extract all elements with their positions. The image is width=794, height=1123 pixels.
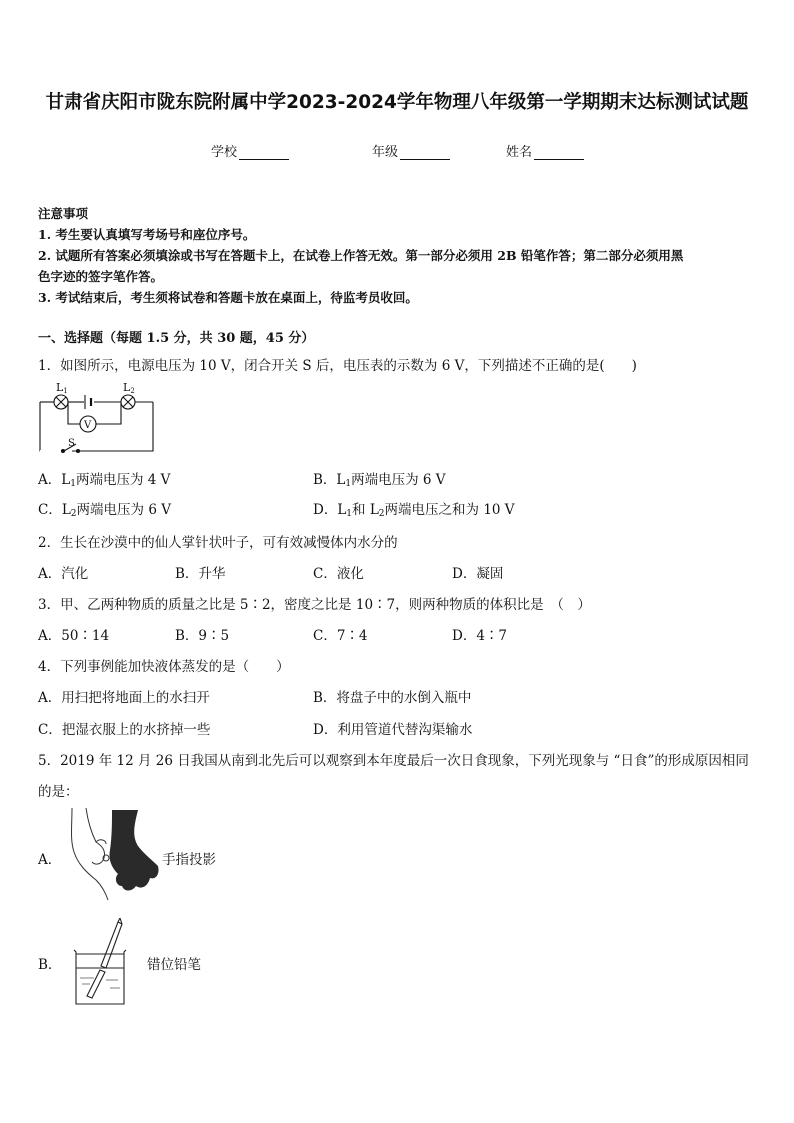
q2-option-b[interactable]: B．升华 — [175, 566, 226, 582]
grade-label: 年级 — [372, 145, 399, 160]
q4-option-c[interactable]: C．把湿衣服上的水挤掉一些 — [38, 722, 211, 738]
name-label: 姓名 — [506, 145, 533, 160]
notes-block — [38, 203, 758, 308]
circuit-switch-label: S — [68, 438, 75, 449]
name-blank[interactable] — [534, 145, 584, 160]
note-item: 3. 考试结束后，考生须将试卷和答题卡放在桌面上，待监考员收回。 — [38, 290, 418, 305]
circuit-l1-label: L1 — [56, 381, 68, 395]
notes-heading: 注意事项 — [38, 206, 89, 221]
q4-option-a[interactable]: A．用扫把将地面上的水扫开 — [38, 690, 210, 706]
q5-option-a-letter[interactable]: A． — [38, 852, 62, 868]
q1-option-d[interactable]: D．$L_1$和 $L_2$两端电压之和为 10 V — [313, 502, 515, 519]
q5-option-a-label: 手指投影 — [162, 852, 216, 868]
q2-option-c[interactable]: C．液化 — [313, 566, 364, 582]
q1-option-c[interactable]: C．$L_2$两端电压为 6 V — [38, 502, 171, 519]
grade-field[interactable] — [372, 141, 450, 160]
q3-option-d[interactable]: D．4∶7 — [452, 628, 508, 644]
q5-option-b-label: 错位铅笔 — [147, 957, 201, 973]
circuit-diagram — [36, 380, 158, 454]
question-2-stem: 2．生长在沙漠中的仙人掌针状叶子，可有效减慢体内水分的 — [38, 535, 398, 551]
circuit-l2-label: L2 — [123, 381, 135, 395]
bent-pencil-image — [70, 918, 136, 1010]
exam-title: 甘肃省庆阳市陇东院附属中学2023-2024学年物理八年级第一学期期末达标测试试题 — [45, 92, 749, 113]
q1-option-a[interactable]: A．$L_1$两端电压为 4 V — [38, 472, 171, 489]
q1-option-b[interactable]: B．$L_1$两端电压为 6 V — [313, 472, 446, 489]
school-field[interactable] — [211, 141, 289, 160]
student-info-fields — [0, 141, 794, 161]
circuit-voltmeter-label: V — [84, 420, 92, 431]
school-blank[interactable] — [239, 145, 289, 160]
q5-option-b-letter[interactable]: B． — [38, 957, 62, 973]
q2-option-a[interactable]: A．汽化 — [38, 566, 89, 582]
question-5-stem-cont: 的是： — [38, 784, 79, 800]
q3-option-a[interactable]: A．50∶14 — [38, 628, 110, 644]
question-1-stem: 1．如图所示，电源电压为 10 V，闭合开关 S 后，电压表的示数为 6 V，下列描述不正确的是( ) — [38, 358, 637, 374]
q4-option-b[interactable]: B．将盘子中的水倒入瓶中 — [313, 690, 472, 706]
finger-shadow-image — [66, 806, 162, 902]
question-5-stem: 5．2019 年 12 月 26 日我国从南到北先后可以观察到本年度最后一次日食现象，下列光现象与 “日食”的形成原因相同 — [38, 753, 749, 769]
name-field[interactable] — [506, 141, 584, 160]
q4-option-d[interactable]: D．利用管道代替沟渠输水 — [313, 722, 473, 738]
note-item: 1. 考生要认真填写考场号和座位序号。 — [38, 227, 256, 242]
q3-option-c[interactable]: C．7∶4 — [313, 628, 368, 644]
section-heading: 一、选择题（每题 1.5 分，共 30 题，45 分） — [38, 331, 315, 346]
q2-option-d[interactable]: D．凝固 — [452, 566, 504, 582]
note-item: 色字迹的签字笔作答。 — [38, 269, 164, 284]
grade-blank[interactable] — [400, 145, 450, 160]
q3-option-b[interactable]: B．9∶5 — [175, 628, 230, 644]
school-label: 学校 — [211, 145, 238, 160]
note-item: 2. 试题所有答案必须填涂或书写在答题卡上，在试卷上作答无效。第一部分必须用 2B 铅笔作答；第二部分必须用黑 — [38, 248, 684, 263]
question-3-stem: 3．甲、乙两种物质的质量之比是 5∶2，密度之比是 10∶7，则两种物质的体积比是 （ ） — [38, 597, 591, 613]
question-4-stem: 4．下列事例能加快液体蒸发的是（ ） — [38, 659, 290, 675]
